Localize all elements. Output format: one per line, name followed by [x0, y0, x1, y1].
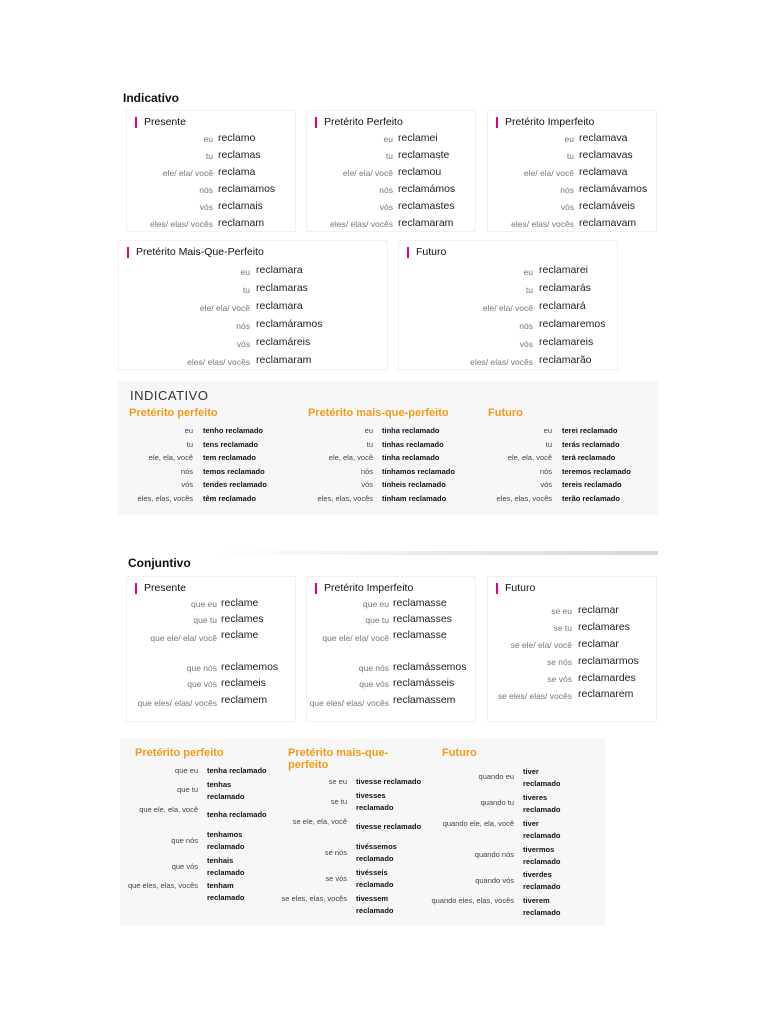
verb-form: reclamarei	[539, 264, 589, 276]
tense-title: Pretérito perfeito	[135, 747, 224, 759]
verb-form: tivéssemos reclamado	[356, 842, 397, 863]
tense-title: Futuro	[407, 247, 446, 258]
pronoun: se nós	[546, 657, 572, 667]
pronoun: ele/ ela/ você	[199, 303, 250, 313]
verb-form: reclamássemos	[393, 661, 467, 673]
verb-form: tinhas reclamado	[382, 440, 444, 449]
pronoun: que eles/ elas/ vocês	[309, 698, 389, 708]
verb-form: reclamareis	[539, 336, 594, 348]
verb-form: reclamas	[218, 149, 261, 161]
pronoun: tu	[385, 151, 393, 161]
tense-box-preterito-mais-que-perfeito	[118, 240, 388, 370]
tense-title: Futuro	[496, 583, 535, 594]
pronoun: eu	[543, 426, 552, 435]
verb-form: reclamáveis	[579, 200, 636, 212]
pronoun: quando tu	[480, 798, 514, 807]
tense-box-conj-presente	[126, 576, 296, 722]
verb-form: reclamo	[218, 132, 256, 144]
pronoun: que eu	[175, 766, 198, 775]
verb-form: reclamasse	[393, 597, 447, 609]
pronoun: que tu	[365, 615, 389, 625]
verb-form: reclamem	[221, 694, 268, 706]
pronoun: tu	[525, 285, 533, 295]
verb-form: tivésseis reclamado	[356, 868, 394, 889]
verb-form: reclamáreis	[256, 336, 311, 348]
verb-form: reclamarmos	[578, 655, 639, 667]
pronoun: vós	[540, 480, 552, 489]
tense-box-conj-futuro	[487, 576, 657, 722]
pronoun: ele/ ela/ você	[482, 303, 533, 313]
pronoun: tu	[205, 151, 213, 161]
verb-form: reclamaste	[398, 149, 450, 161]
verb-form: reclame	[221, 629, 259, 641]
pronoun: eu	[184, 426, 193, 435]
pronoun: eu	[203, 134, 213, 144]
pronoun: vós	[560, 202, 574, 212]
pronoun: quando nós	[474, 850, 514, 859]
verb-form: tivessem reclamado	[356, 894, 394, 915]
divider	[210, 551, 658, 555]
pronoun: que eu	[191, 599, 217, 609]
verb-form: reclamou	[398, 166, 442, 178]
verb-form: tens reclamado	[203, 440, 259, 449]
verb-form: reclamei	[398, 132, 438, 144]
verb-form: reclamais	[218, 200, 263, 212]
verb-form: reclamara	[256, 300, 303, 312]
pronoun: que vós	[187, 679, 217, 689]
pronoun: vós	[379, 202, 393, 212]
tense-box-futuro	[398, 240, 618, 370]
pronoun: que tu	[177, 785, 198, 794]
verb-form: reclamasses	[393, 613, 452, 625]
pronoun: se ele, ela, você	[292, 817, 347, 826]
verb-form: reclamáramos	[256, 318, 323, 330]
compound-conjuntivo-panel	[120, 738, 605, 926]
verb-form: reclamava	[579, 132, 628, 144]
verb-form: tiver reclamado	[523, 819, 561, 840]
tense-title: Pretérito perfeito	[129, 407, 218, 419]
pronoun: eu	[523, 267, 533, 277]
verb-form: tiverem reclamado	[523, 896, 561, 917]
pronoun: nós	[560, 185, 574, 195]
verb-form: reclama	[218, 166, 256, 178]
verb-form: tiver reclamado	[523, 767, 561, 788]
pronoun: vós	[519, 339, 533, 349]
pronoun: nós	[379, 185, 393, 195]
verb-form: reclamava	[579, 166, 628, 178]
verb-form: tinha reclamado	[382, 453, 440, 462]
verb-form: reclamavas	[579, 149, 633, 161]
pronoun: quando ele, ela, você	[442, 819, 514, 828]
pronoun: se tu	[553, 623, 572, 633]
tense-title: Pretérito mais-que-perfeito	[308, 407, 449, 419]
pronoun: quando vós	[475, 876, 514, 885]
verb-form: reclamar	[578, 638, 619, 650]
pronoun: nós	[539, 467, 552, 476]
verb-form: terei reclamado	[562, 426, 618, 435]
pronoun: ele/ ela/ você	[162, 168, 213, 178]
pronoun: que ele, ela, você	[139, 805, 198, 814]
verb-form: reclamávamos	[579, 183, 648, 195]
verb-form: tenho reclamado	[203, 426, 264, 435]
verb-form: reclamásseis	[393, 677, 455, 689]
pronoun: eu	[564, 134, 574, 144]
pronoun: que ele/ ela/ você	[150, 633, 217, 643]
tense-box-presente	[126, 110, 296, 232]
pronoun: nós	[519, 321, 533, 331]
pronoun: eles, elas, vocês	[496, 494, 552, 503]
tense-title: Pretérito Imperfeito	[315, 583, 413, 594]
verb-form: reclamavam	[579, 217, 637, 229]
verb-form: reclamaram	[398, 217, 454, 229]
verb-form: tiverdes reclamado	[523, 870, 561, 891]
pronoun: que nós	[358, 663, 389, 673]
pronoun: tu	[366, 440, 373, 449]
tense-title: Pretérito Mais-Que-Perfeito	[127, 247, 264, 258]
verb-form: reclamardes	[578, 672, 636, 684]
verb-form: reclamámos	[398, 183, 456, 195]
pronoun: quando eu	[478, 772, 514, 781]
verb-form: tenha reclamado	[207, 766, 267, 775]
verb-form: reclamaras	[256, 282, 308, 294]
pronoun: que vós	[359, 679, 389, 689]
pronoun: nós	[360, 467, 373, 476]
pronoun: vós	[199, 202, 213, 212]
verb-form: tendes reclamado	[203, 480, 267, 489]
verb-form: terão reclamado	[562, 494, 620, 503]
verb-form: reclamar	[578, 604, 619, 616]
tense-title: Pretérito Perfeito	[315, 117, 403, 128]
verb-form: reclames	[221, 613, 264, 625]
verb-form: reclamará	[539, 300, 586, 312]
verb-form: tivesse reclamado	[356, 822, 422, 831]
pronoun: eles, elas, vocês	[317, 494, 373, 503]
pronoun: que vós	[171, 862, 198, 871]
pronoun: se nós	[324, 848, 347, 857]
pronoun: que eu	[363, 599, 389, 609]
pronoun: nós	[236, 321, 250, 331]
pronoun: ele, ela, você	[507, 453, 552, 462]
pronoun: ele, ela, você	[328, 453, 373, 462]
verb-form: reclamarem	[578, 688, 634, 700]
pronoun: eles, elas, vocês	[137, 494, 193, 503]
verb-form: reclamara	[256, 264, 303, 276]
section-title-conjuntivo: Conjuntivo	[128, 556, 191, 570]
verb-form: reclame	[221, 597, 259, 609]
pronoun: se eles/ elas/ vocês	[497, 691, 572, 701]
pronoun: se tu	[330, 797, 347, 806]
pronoun: vós	[236, 339, 250, 349]
pronoun: vós	[361, 480, 373, 489]
tense-title: Pretérito mais-que-perfeito	[288, 747, 389, 771]
verb-form: reclamarás	[539, 282, 591, 294]
pronoun: nós	[180, 467, 193, 476]
verb-form: reclamastes	[398, 200, 455, 212]
pronoun: eu	[383, 134, 393, 144]
verb-form: tenhais reclamado	[207, 856, 245, 877]
pronoun: eles/ elas/ vocês	[187, 357, 250, 367]
pronoun: quando eles, elas, vocês	[431, 896, 514, 905]
pronoun: que tu	[193, 615, 217, 625]
pronoun: eu	[240, 267, 250, 277]
verb-form: tivermos reclamado	[523, 845, 561, 866]
pronoun: se vós	[325, 874, 347, 883]
pronoun: eles/ elas/ vocês	[470, 357, 533, 367]
verb-form: reclamares	[578, 621, 630, 633]
verb-form: reclameis	[221, 677, 266, 689]
pronoun: ele, ela, você	[148, 453, 193, 462]
pronoun: vós	[181, 480, 193, 489]
verb-form: tenhas reclamado	[207, 780, 245, 801]
verb-form: reclamaremos	[539, 318, 606, 330]
pronoun: que nós	[171, 836, 198, 845]
tense-title: Futuro	[488, 407, 523, 419]
verb-form: tenham reclamado	[207, 881, 245, 902]
verb-form: tínhamos reclamado	[382, 467, 455, 476]
pronoun: eu	[364, 426, 373, 435]
verb-form: reclamassem	[393, 694, 456, 706]
pronoun: se vós	[547, 674, 572, 684]
tense-box-preterito-perfeito	[306, 110, 476, 232]
compound-indicativo-panel	[118, 381, 658, 515]
verb-form: teremos reclamado	[562, 467, 631, 476]
verb-form: tem reclamado	[203, 453, 256, 462]
pronoun: que eles, elas, vocês	[127, 881, 198, 890]
tense-title: Presente	[135, 583, 186, 594]
verb-form: tenha reclamado	[207, 810, 267, 819]
verb-form: reclamasse	[393, 629, 447, 641]
pronoun: que eles/ elas/ vocês	[137, 698, 217, 708]
verb-form: tivesses reclamado	[356, 791, 394, 812]
tense-box-conj-preterito-imperfeito	[306, 576, 476, 722]
pronoun: nós	[199, 185, 213, 195]
verb-form: reclamamos	[218, 183, 276, 195]
pronoun: tu	[566, 151, 574, 161]
pronoun: ele/ ela/ você	[342, 168, 393, 178]
pronoun: se eles, elas, vocês	[281, 894, 347, 903]
pronoun: se eu	[328, 777, 347, 786]
verb-form: tinha reclamado	[382, 426, 440, 435]
pronoun: eles/ elas/ vocês	[511, 219, 574, 229]
verb-form: têm reclamado	[203, 494, 256, 503]
pronoun: tu	[242, 285, 250, 295]
verb-form: tínheis reclamado	[382, 480, 446, 489]
verb-form: tivesse reclamado	[356, 777, 422, 786]
verb-form: terás reclamado	[562, 440, 620, 449]
verb-form: reclamarão	[539, 354, 592, 366]
tense-box-preterito-imperfeito	[487, 110, 657, 232]
tense-title: Presente	[135, 117, 186, 128]
verb-form: reclamam	[218, 217, 265, 229]
pronoun: que ele/ ela/ você	[322, 633, 389, 643]
verb-form: reclamemos	[221, 661, 279, 673]
verb-form: tiveres reclamado	[523, 793, 561, 814]
verb-form: tereis reclamado	[562, 480, 622, 489]
pronoun: se eu	[551, 606, 572, 616]
verb-form: temos reclamado	[203, 467, 265, 476]
pronoun: eles/ elas/ vocês	[150, 219, 213, 229]
verb-form: tinham reclamado	[382, 494, 447, 503]
pronoun: que nós	[186, 663, 217, 673]
pronoun: ele/ ela/ você	[523, 168, 574, 178]
panel-title: INDICATIVO	[130, 388, 209, 403]
verb-form: terá reclamado	[562, 453, 616, 462]
pronoun: tu	[186, 440, 193, 449]
pronoun: tu	[545, 440, 552, 449]
section-title-indicativo: Indicativo	[123, 91, 180, 105]
verb-form: reclamaram	[256, 354, 312, 366]
tense-title: Futuro	[442, 747, 477, 759]
pronoun: eles/ elas/ vocês	[330, 219, 393, 229]
tense-title: Pretérito Imperfeito	[496, 117, 594, 128]
verb-form: tenhamos reclamado	[207, 830, 245, 851]
pronoun: se ele/ ela/ você	[510, 640, 572, 650]
